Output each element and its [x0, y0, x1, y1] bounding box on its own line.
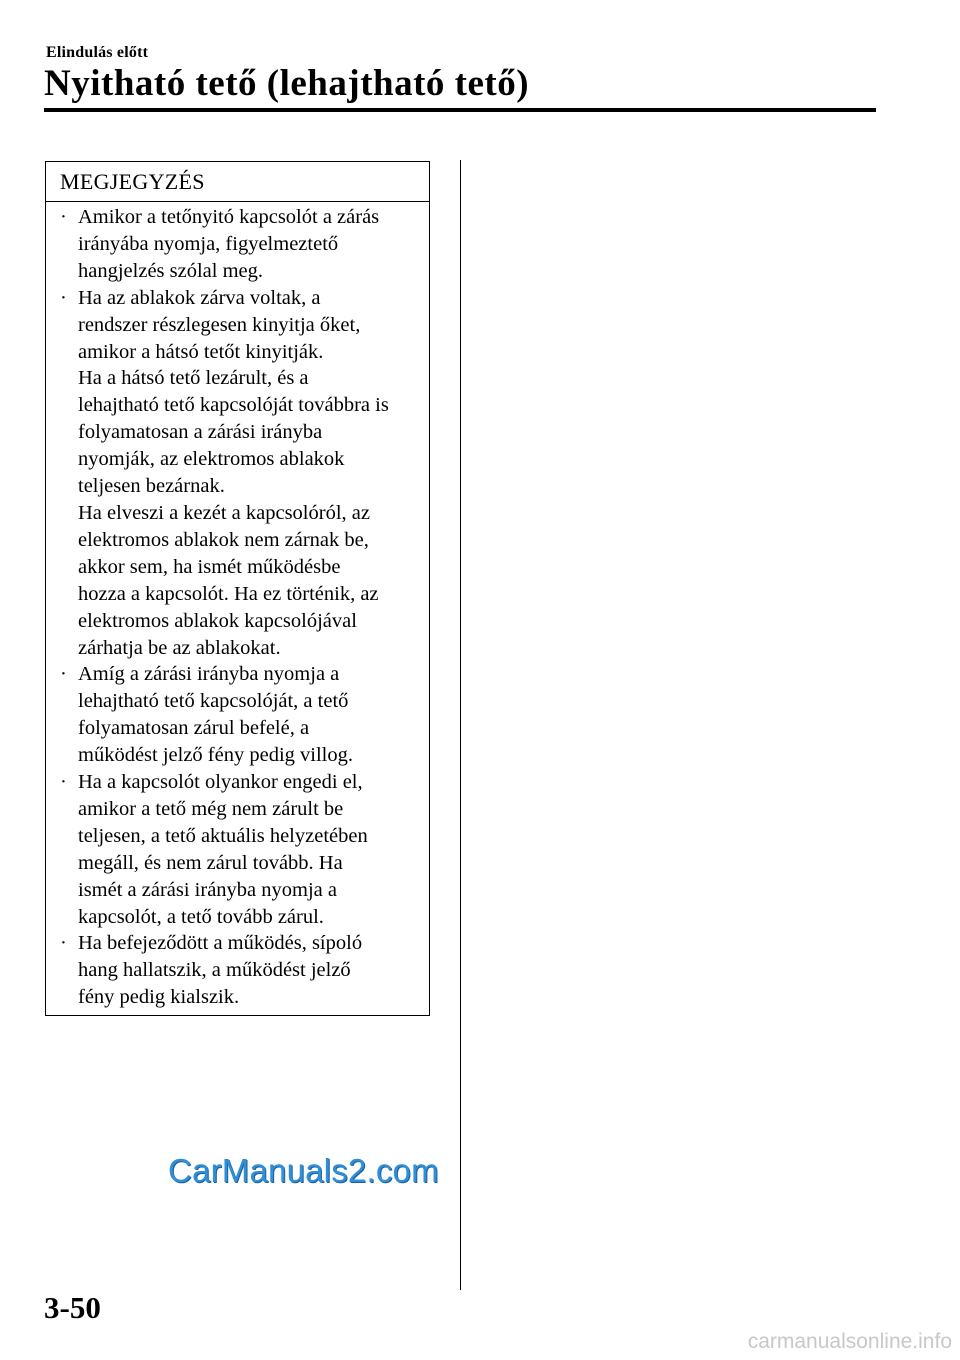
- note-line: Ha az ablakok zárva voltak, a: [78, 286, 321, 309]
- title-rule: [44, 108, 876, 112]
- note-line: hozza a kapcsolót. Ha ez történik, az: [78, 582, 379, 605]
- note-item: [60, 285, 423, 662]
- bullet-icon: ·: [60, 771, 67, 794]
- note-line: irányába nyomja, figyelmeztető: [78, 232, 339, 255]
- section-label: Elindulás előtt: [46, 44, 149, 61]
- note-line: Ha a kapcsolót olyankor engedi el,: [78, 771, 363, 794]
- note-list: [46, 202, 429, 1011]
- note-line: folyamatosan zárul befelé, a: [78, 717, 310, 740]
- note-item: [60, 930, 423, 1011]
- bullet-icon: ·: [60, 206, 67, 228]
- note-line: megáll, és nem zárul tovább. Ha: [78, 851, 343, 874]
- note-line: Ha a hátsó tető lezárult, és a: [78, 367, 309, 390]
- note-line: lehajtható tető kapcsolóját, a tető: [78, 690, 349, 713]
- page-title: Nyitható tető (lehajtható tető): [44, 63, 530, 104]
- note-line: elektromos ablakok nem zárnak be,: [78, 528, 369, 551]
- page-number: 3-50: [44, 1290, 101, 1325]
- note-line: teljesen bezárnak.: [78, 475, 225, 498]
- note-line: ismét a zárási irányba nyomja a: [78, 878, 337, 901]
- note-line: amikor a tető még nem zárult be: [78, 797, 344, 820]
- bullet-icon: ·: [60, 286, 67, 309]
- note-line: lehajtható tető kapcsolóját továbbra is: [78, 394, 389, 417]
- note-line: Ha befejeződött a működés, sípoló: [78, 932, 363, 955]
- note-line: Ha elveszi a kezét a kapcsolóról, az: [78, 501, 370, 524]
- note-line: működést jelző fény pedig villog.: [78, 744, 353, 767]
- note-line: hangjelzés szólal meg.: [78, 259, 264, 282]
- column-divider: [460, 160, 461, 1290]
- note-line: amikor a hátsó tetőt kinyitják.: [78, 340, 324, 363]
- note-item: [60, 769, 423, 930]
- note-item: [60, 661, 423, 769]
- bullet-icon: ·: [60, 663, 67, 686]
- watermark-logo: CarManuals2.com: [168, 1152, 439, 1189]
- note-line: folyamatosan a zárási irányba: [78, 421, 323, 444]
- note-box: [45, 161, 430, 1016]
- note-line: nyomják, az elektromos ablakok: [78, 448, 345, 471]
- note-line: Amikor a tetőnyitó kapcsolót a zárás: [78, 206, 380, 228]
- note-line: akkor sem, ha ismét működésbe: [78, 555, 341, 578]
- note-line: fény pedig kialszik.: [78, 986, 240, 1009]
- note-line: kapcsolót, a tető tovább zárul.: [78, 905, 324, 928]
- bullet-icon: ·: [60, 932, 67, 955]
- note-line: rendszer részlegesen kinyitja őket,: [78, 313, 361, 336]
- note-line: zárhatja be az ablakokat.: [78, 636, 281, 659]
- note-heading: MEGJEGYZÉS: [46, 162, 429, 202]
- note-item: [60, 204, 423, 285]
- note-line: teljesen, a tető aktuális helyzetében: [78, 824, 368, 847]
- note-line: elektromos ablakok kapcsolójával: [78, 609, 357, 632]
- footer-watermark: carmanualsonline.info: [747, 1330, 952, 1353]
- note-line: hang hallatszik, a működést jelző: [78, 959, 351, 982]
- note-line: Amíg a zárási irányba nyomja a: [78, 663, 340, 686]
